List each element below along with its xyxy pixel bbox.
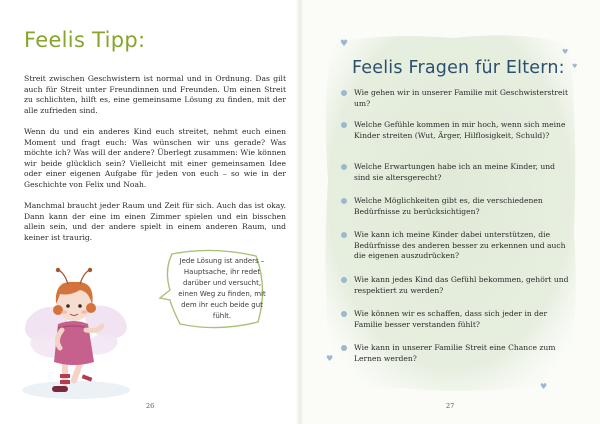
question-text: Welche Möglichkeiten gibt es, die verschiedenen Bedürfnisse zu berücksichtigen? [354,196,543,216]
bullet-icon [341,164,347,170]
bullet-icon [341,90,347,96]
bullet-icon [341,277,347,283]
speech-bubble-text: Jede Lösung ist anders – Hauptsache, ihr redet darüber und versucht, einen Weg zu finden, mit dem ihr euch beide gut fühlt. [178,257,266,320]
heart-icon: ♥ [572,63,578,70]
paragraph-1: Streit zwischen Geschwistern ist normal und in Ordnung. Das gilt auch für Streit unter Freundinnen und Freunden. Um einen Streit zu schlichten, hilft es, eine gemeinsame Lösung zu finden, mit der alle zufrieden sind. [24,74,286,115]
page-number-right: 27 [446,402,455,410]
paragraph-3: Manchmal braucht jeder Raum und Zeit für sich. Auch das ist okay. Dann kann der eine im einen Zimmer spielen und ein bisschen allein sein, und der andere spielt in einem anderen Raum, und keiner ist traurig. [24,201,286,242]
bullet-icon [341,345,347,351]
fairy-illustration [14,262,144,402]
heart-icon: ♥ [326,354,334,363]
right-page-title: Feelis Fragen für Eltern: [352,58,565,78]
page-number-left: 26 [146,402,155,410]
book-gutter [296,0,304,424]
heart-icon: ♥ [540,382,548,391]
question-text: Wie kann ich meine Kinder dabei unterstützen, die Bedürfnisse des anderen besser zu erkennen und auch die eigenen auszudrücken? [354,230,566,261]
left-body-text [24,74,286,254]
question-text: Wie können wir es schaffen, dass sich jeder in der Familie besser verstanden fühlt? [354,309,548,329]
bullet-icon [341,198,347,204]
question-text: Wie gehen wir in unserer Familie mit Geschwisterstreit um? [354,88,569,108]
left-page-title: Feelis Tipp: [24,28,146,52]
heart-icon: ♥ [340,39,349,49]
bullet-icon [341,122,347,128]
bullet-icon [341,232,347,238]
bullet-icon [341,311,347,317]
heart-icon: ♥ [562,48,569,56]
question-text: Welche Gefühle kommen in mir hoch, wenn sich meine Kinder streiten (Wut, Ärger, Hilflosigkeit, Schuld)? [354,120,566,140]
question-text: Wie kann in unserer Familie Streit eine Chance zum Lernen werden? [354,343,556,363]
paragraph-2: Wenn du und ein anderes Kind euch streitet, nehmt euch einen Moment und fragt euch: Was wünschen wir uns gerade? Was möchte ich? Was will der andere? Überlegt zusammen: Wie können wir beide glücklich sein? Vielleicht mit einer gemeinsamen Idee oder einer eigenen Aufgabe für jeden von euch – so wie in der Geschichte von Felix und Noah. [24,126,286,189]
question-text: Wie kann jedes Kind das Gefühl bekommen, gehört und respektiert zu werden? [354,275,569,295]
question-text: Welche Erwartungen habe ich an meine Kinder, und sind sie altersgerecht? [354,162,556,182]
